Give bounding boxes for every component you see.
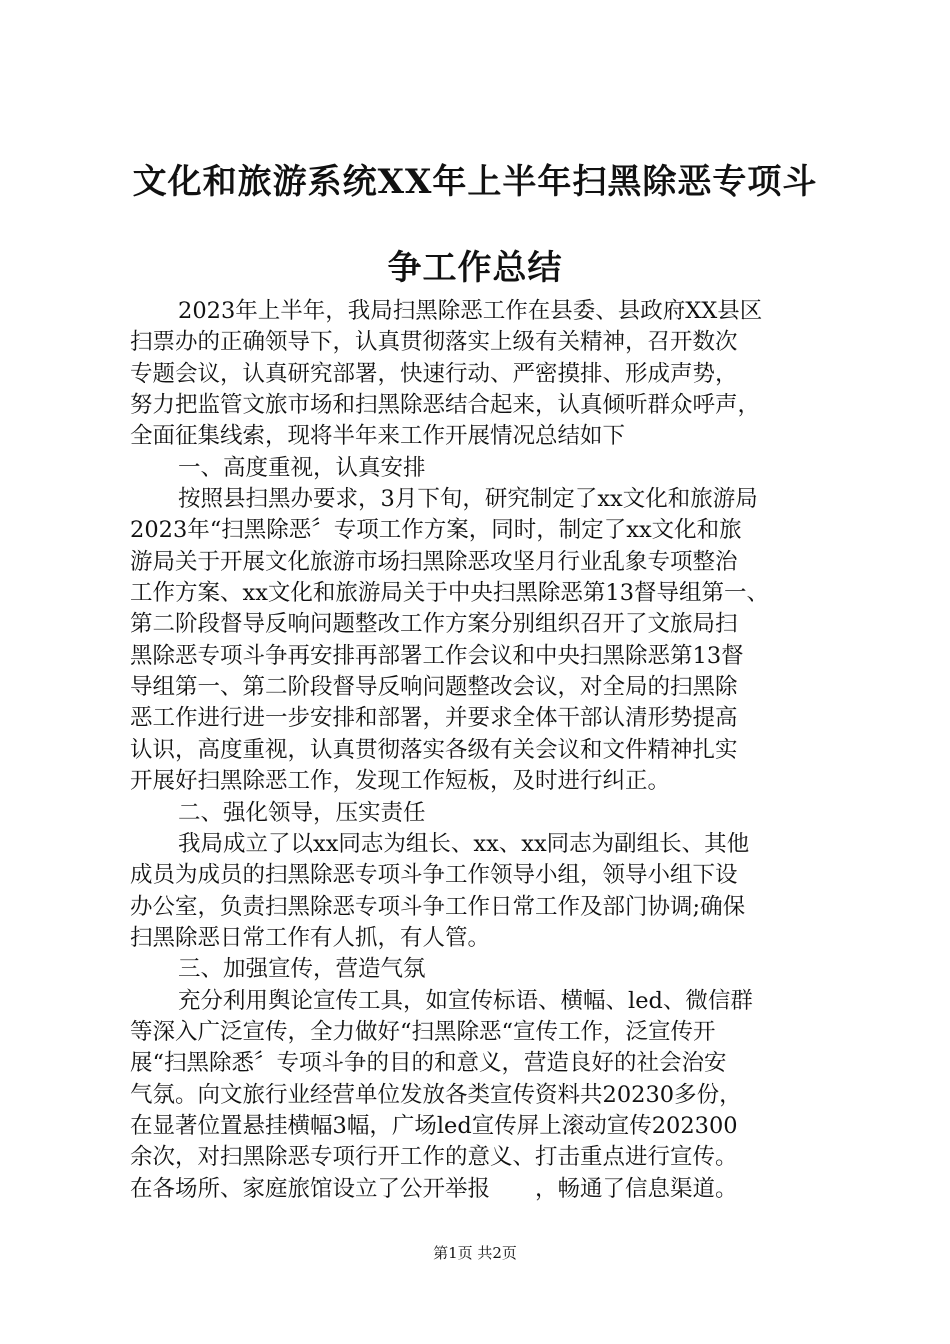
body-line: 游局关于开展文化旅游市场扫黑除恶攻坚月行业乱象专项整治: [130, 548, 738, 575]
body-line: 努力把监管文旅市场和扫黑除恶结合起来，认真倾听群众呼声，: [130, 392, 761, 419]
body-line: 第二阶段督导反响问题整改工作方案分别组织召开了文旅局扫: [130, 611, 738, 638]
section-heading: 三、加强宣传，营造气氛: [178, 956, 426, 983]
body-line: 认识，高度重视，认真贯彻落实各级有关会议和文件精神扎实: [130, 736, 738, 763]
body-line: 导组第一、第二阶段督导反响问题整改会议，对全局的扫黑除: [130, 674, 738, 701]
body-line: 气氛。向文旅行业经营单位发放各类宣传资料共20230多份，: [130, 1081, 742, 1108]
body-line: 办公室，负责扫黑除恶专项斗争工作日常工作及部门协调;确保: [130, 893, 746, 920]
body-line: 等深入广泛宣传，全力做好“扫黑除恶“宣传工作，泛宣传开: [130, 1018, 716, 1045]
body-line: 全面征集线索，现将半年来工作开展情况总结如下: [130, 423, 626, 450]
body-line: 专题会议，认真研究部署，快速行动、严密摸排、形成声势，: [130, 360, 738, 387]
body-line: 扫票办的正确领导下，认真贯彻落实上级有关精神，召开数次: [130, 329, 738, 356]
body-line: 2023年“扫黑除恶〞专项工作方案，同时，制定了xx文化和旅: [130, 517, 742, 544]
body-line: 2023年上半年，我局扫黑除恶工作在县委、县政府XX县区: [178, 298, 763, 324]
body-line: 展“扫黑除悉〞专项斗争的目的和意义，营造良好的社会治安: [130, 1050, 727, 1077]
body-line: 按照县扫黑办要求，3月下旬，研究制定了xx文化和旅游局: [178, 486, 758, 513]
section-heading: 一、高度重视，认真安排: [178, 454, 426, 481]
body-line: 开展好扫黑除恶工作，发现工作短板，及时进行纠正。: [130, 768, 671, 795]
body-line: 恶工作进行进一步安排和部署，并要求全体干部认清形势提高: [130, 705, 738, 732]
section-heading: 二、强化领导，压实责任: [178, 799, 426, 826]
body-line: 黑除恶专项斗争再安排再部署工作会议和中央扫黑除恶第13督: [130, 642, 744, 669]
body-line: 扫黑除恶日常工作有人抓，有人管。: [130, 924, 491, 951]
body-line: 在各场所、家庭旅馆设立了公开举报 ，畅通了信息渠道。: [130, 1175, 738, 1202]
body-line: 在显著位置悬挂横幅3幅，广场led宣传屏上滚动宣传202300: [130, 1112, 738, 1139]
document-title-line1: 文化和旅游系统XX年上半年扫黑除恶专项斗: [132, 162, 818, 202]
page-number-footer: 第1页 共2页: [433, 1244, 517, 1262]
body-line: 我局成立了以xx同志为组长、xx、xx同志为副组长、其他: [178, 830, 750, 857]
body-line: 工作方案、xx文化和旅游局关于中央扫黑除恶第13督导组第一、: [130, 580, 770, 607]
body-line: 充分利用舆论宣传工具，如宣传标语、横幅、led、微信群: [178, 987, 753, 1014]
document-title-line2: 争工作总结: [387, 248, 563, 288]
document-body: [130, 296, 830, 1205]
body-line: 余次，对扫黑除恶专项行开工作的意义、打击重点进行宣传。: [130, 1144, 738, 1171]
body-line: 成员为成员的扫黑除恶专项斗争工作领导小组，领导小组下设: [130, 862, 738, 889]
